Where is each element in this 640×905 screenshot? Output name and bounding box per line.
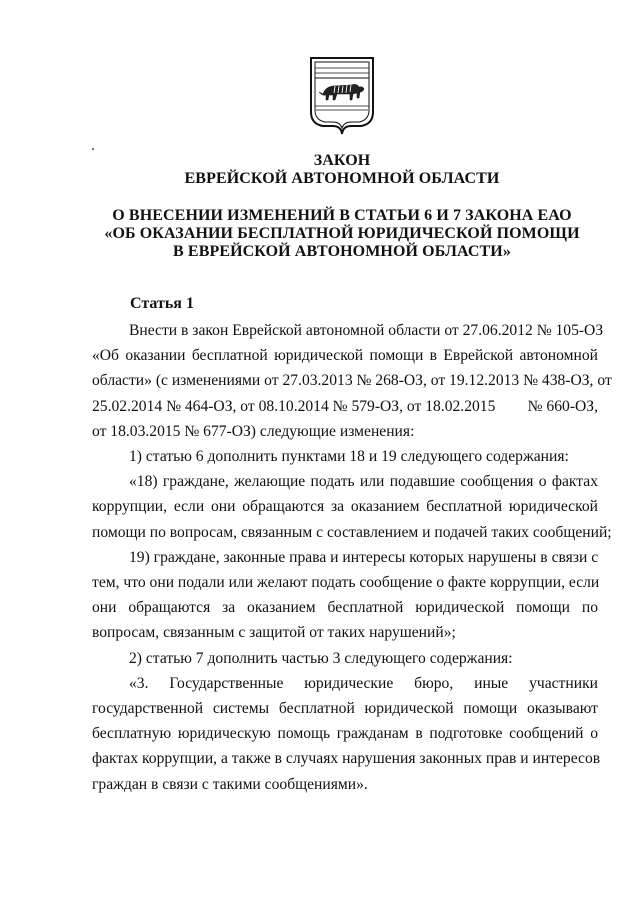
paragraph-line-part: 25.02.2014 № 464-ОЗ, от 08.10.2014 № 579-ОЗ, от 18.02.2015 — [92, 397, 496, 415]
law-subtitle — [92, 207, 592, 261]
paragraph-line: области» (с изменениями от 27.03.2013 № 268-ОЗ, от 19.12.2013 № 438-ОЗ, от — [92, 372, 612, 390]
law-title-line: ЗАКОН — [313, 152, 371, 169]
law-subtitle-line: В ЕВРЕЙСКОЙ АВТОНОМНОЙ ОБЛАСТИ» — [173, 243, 511, 260]
law-title — [92, 152, 592, 188]
paragraph-word: юридические — [304, 674, 394, 692]
law-title-region-line: ЕВРЕЙСКОЙ АВТОНОМНОЙ ОБЛАСТИ — [184, 170, 500, 187]
paragraph-line: государственной системы бесплатной юридической помощи оказывают — [92, 700, 598, 718]
paragraph-line: коррупции, если они обращаются за оказанием бесплатной юридической — [92, 498, 598, 516]
paragraph-point-19 — [92, 545, 598, 646]
scan-speck — [92, 148, 94, 150]
paragraph-point-18 — [92, 469, 612, 545]
law-subtitle-line: О ВНЕСЕНИИ ИЗМЕНЕНИЙ В СТАТЬИ 6 И 7 ЗАКОНА ЕАО — [112, 207, 572, 224]
paragraph-part-3 — [92, 671, 601, 797]
paragraph-intro — [92, 318, 612, 444]
paragraph-line: граждан в связи с такими сообщениями». — [92, 775, 368, 793]
paragraph-line: фактах коррупции, а также в случаях нарушения законных прав и интересов — [92, 750, 601, 768]
paragraph-word: участники — [529, 674, 598, 692]
paragraph-word: Государственные — [169, 674, 284, 692]
paragraph-line — [92, 671, 598, 696]
paragraph-line-part: № 660-ОЗ, — [527, 397, 598, 415]
paragraph-line: они обращаются за оказанием бесплатной юридической помощи по — [92, 599, 598, 617]
paragraph-line: «Об оказании бесплатной юридической помощи в Еврейской автономной — [92, 347, 598, 365]
paragraph-word: «3. — [129, 674, 149, 692]
paragraph-line: вопросам, связанным с защитой от таких нарушений»; — [92, 624, 456, 642]
article-body — [92, 318, 612, 797]
paragraph-item-2 — [92, 646, 598, 671]
paragraph-line: тем, что они подали или желают подать сообщение о факте коррупции, если — [92, 574, 600, 592]
coat-of-arms-tiger-icon — [307, 54, 377, 136]
paragraph-line: 2) статью 7 дополнить частью 3 следующего содержания: — [129, 649, 513, 667]
paragraph-line: бесплатную юридическую помощь гражданам в подготовке сообщений о — [92, 725, 598, 743]
paragraph-line: 1) статью 6 дополнить пунктами 18 и 19 следующего содержания: — [129, 448, 569, 466]
paragraph-line: помощи по вопросам, связанным с составлением и подачей таких сообщений; — [92, 523, 612, 541]
paragraph-line: «18) граждане, желающие подать или подавшие сообщения о фактах — [129, 473, 598, 491]
paragraph-word: иные — [474, 674, 509, 692]
paragraph-item-1 — [92, 444, 598, 469]
paragraph-line: Внести в закон Еврейской автономной области от 27.06.2012 № 105-ОЗ — [129, 322, 604, 339]
paragraph-word: бюро, — [414, 674, 454, 692]
paragraph-line — [92, 394, 598, 419]
paragraph-line: 19) граждане, законные права и интересы которых нарушены в связи с — [129, 548, 599, 566]
article-heading: Статья 1 — [130, 295, 194, 312]
law-subtitle-line: «ОБ ОКАЗАНИИ БЕСПЛАТНОЙ ЮРИДИЧЕСКОЙ ПОМОЩИ — [104, 225, 580, 242]
paragraph-line: от 18.03.2015 № 677-ОЗ) следующие изменения: — [92, 422, 415, 440]
